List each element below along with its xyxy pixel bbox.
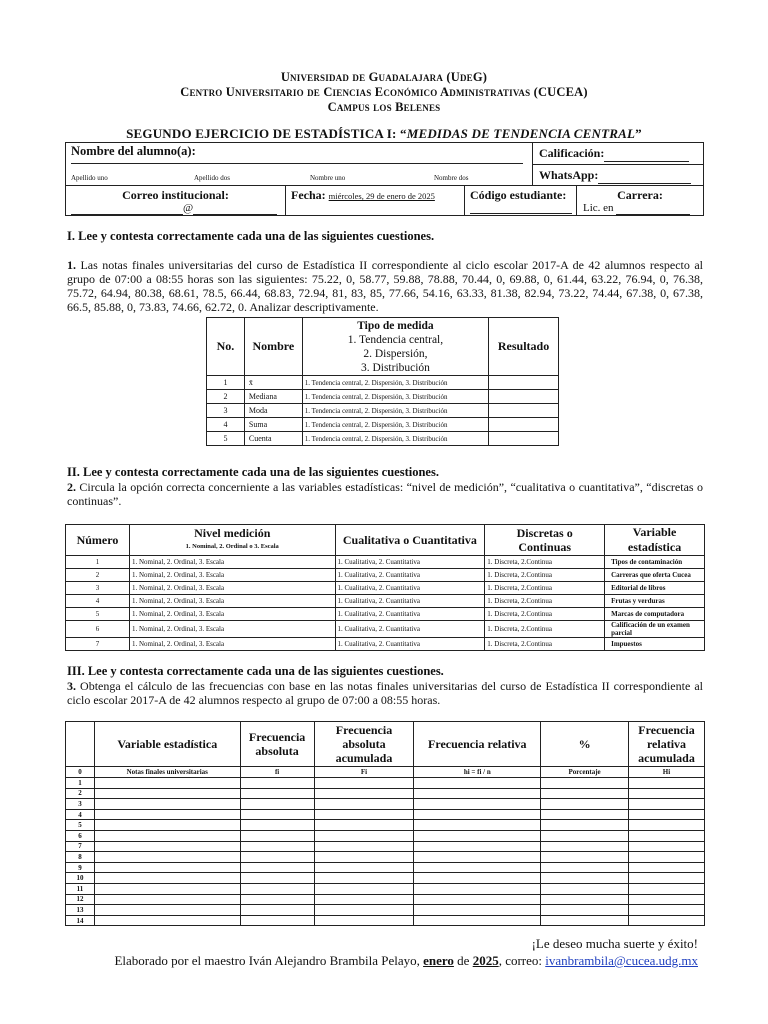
freq-row-number: 11 <box>66 883 95 894</box>
measure-no: 4 <box>207 418 245 432</box>
freq-cell[interactable] <box>629 873 705 884</box>
freq-row-number: 5 <box>66 820 95 831</box>
freq-cell[interactable] <box>541 852 629 863</box>
date-label: Fecha: <box>291 188 326 202</box>
freq-cell[interactable] <box>541 799 629 810</box>
var-header-variable: Variable estadística <box>605 525 705 556</box>
freq-header-index <box>66 722 95 767</box>
freq-sub-fra: Hi <box>629 767 705 778</box>
measure-no: 3 <box>207 404 245 418</box>
table-row <box>66 569 705 582</box>
section3-heading: III. Lee y contesta correctamente cada una de las siguientes cuestiones. <box>67 664 444 678</box>
good-luck-message: ¡Le deseo mucha suerte y éxito! <box>531 936 698 951</box>
email-field[interactable] <box>71 202 280 215</box>
var-nivel-options[interactable]: 1. Nominal, 2. Ordinal, 3. Escala <box>129 608 335 621</box>
freq-cell[interactable] <box>94 915 240 926</box>
student-name-line[interactable] <box>71 163 523 164</box>
table-row <box>66 915 705 926</box>
measure-tipo[interactable]: 1. Tendencia central, 2. Dispersión, 3. Distribución <box>302 418 488 432</box>
measure-resultado[interactable] <box>489 418 559 432</box>
table-row <box>207 390 559 404</box>
var-nivel-options[interactable]: 1. Nominal, 2. Ordinal, 3. Escala <box>129 621 335 638</box>
credit-mail-prefix: , correo: <box>498 953 546 968</box>
freq-cell[interactable] <box>541 883 629 894</box>
var-name: Tipos de contaminación <box>605 556 705 569</box>
freq-header-fa: Frecuencia absoluta <box>240 722 314 767</box>
measure-nombre: x̄ <box>244 376 302 390</box>
var-disc-options[interactable]: 1. Discreta, 2.Continua <box>485 608 605 621</box>
freq-cell[interactable] <box>240 894 314 905</box>
freq-header-fra: Frecuencia relativa acumulada <box>629 722 705 767</box>
var-number: 5 <box>66 608 130 621</box>
table-row <box>66 799 705 810</box>
var-cual-options[interactable]: 1. Cualitativa, 2. Cuantitativa <box>335 621 485 638</box>
measure-no: 2 <box>207 390 245 404</box>
email-label: Correo institucional: <box>122 188 229 202</box>
grade-line[interactable] <box>604 146 689 162</box>
freq-cell[interactable] <box>94 809 240 820</box>
table-row <box>66 830 705 841</box>
freq-cell[interactable] <box>541 915 629 926</box>
freq-cell[interactable] <box>629 788 705 799</box>
freq-cell[interactable] <box>314 778 414 789</box>
freq-cell[interactable] <box>94 830 240 841</box>
var-name: Marcas de computadora <box>605 608 705 621</box>
var-name: Impuestos <box>605 638 705 651</box>
freq-cell[interactable] <box>414 830 541 841</box>
freq-cell[interactable] <box>629 883 705 894</box>
freq-subheader-row <box>66 767 705 778</box>
freq-row-number: 3 <box>66 799 95 810</box>
freq-cell[interactable] <box>629 820 705 831</box>
freq-sub-fr: hi = fi / n <box>414 767 541 778</box>
freq-cell[interactable] <box>240 788 314 799</box>
freq-cell[interactable] <box>314 820 414 831</box>
variables-table <box>65 524 705 651</box>
freq-cell[interactable] <box>240 820 314 831</box>
var-cual-options[interactable]: 1. Cualitativa, 2. Cuantitativa <box>335 569 485 582</box>
measures-header-no: No. <box>207 318 245 376</box>
table-row <box>66 595 705 608</box>
var-cual-options[interactable]: 1. Cualitativa, 2. Cuantitativa <box>335 608 485 621</box>
freq-cell[interactable] <box>240 915 314 926</box>
var-name: Carreras que oferta Cucea <box>605 569 705 582</box>
freq-cell[interactable] <box>314 841 414 852</box>
author-credit <box>60 953 698 969</box>
title-suffix: ” <box>635 126 642 141</box>
table-row <box>66 894 705 905</box>
measure-no: 1 <box>207 376 245 390</box>
var-number: 3 <box>66 582 130 595</box>
freq-cell[interactable] <box>94 799 240 810</box>
var-disc-options[interactable]: 1. Discreta, 2.Continua <box>485 638 605 651</box>
freq-sub-pct: Porcentaje <box>541 767 629 778</box>
measure-resultado[interactable] <box>489 376 559 390</box>
credit-month: enero <box>423 953 454 968</box>
date-value: miércoles, 29 de enero de 2025 <box>328 191 435 201</box>
var-cual-options[interactable]: 1. Cualitativa, 2. Cuantitativa <box>335 595 485 608</box>
table-row <box>66 862 705 873</box>
freq-cell[interactable] <box>94 852 240 863</box>
table-row <box>66 556 705 569</box>
university-name: Universidad de Guadalajara (UdeG) <box>280 70 488 84</box>
career-prefix: Lic. en <box>583 202 614 214</box>
freq-row-number: 2 <box>66 788 95 799</box>
email-at: @ <box>183 202 194 214</box>
var-disc-options[interactable]: 1. Discreta, 2.Continua <box>485 582 605 595</box>
section3-question <box>67 679 703 707</box>
var-cual-options[interactable]: 1. Cualitativa, 2. Cuantitativa <box>335 556 485 569</box>
freq-cell[interactable] <box>240 809 314 820</box>
var-number: 7 <box>66 638 130 651</box>
freq-cell[interactable] <box>240 883 314 894</box>
measure-nombre: Suma <box>244 418 302 432</box>
measure-nombre: Moda <box>244 404 302 418</box>
freq-cell[interactable] <box>94 905 240 916</box>
section2-heading: II. Lee y contesta correctamente cada una de las siguientes cuestiones. <box>67 465 439 479</box>
freq-cell[interactable] <box>414 862 541 873</box>
freq-cell[interactable] <box>414 778 541 789</box>
name-sub-apellido-uno: Apellido uno <box>71 174 108 182</box>
freq-cell[interactable] <box>414 820 541 831</box>
freq-cell[interactable] <box>94 894 240 905</box>
var-disc-options[interactable]: 1. Discreta, 2.Continua <box>485 569 605 582</box>
credit-prefix: Elaborado por el maestro Iván Alejandro Brambila Pelayo, <box>114 953 424 968</box>
career-field[interactable] <box>583 202 690 215</box>
freq-cell[interactable] <box>541 905 629 916</box>
freq-row-number: 4 <box>66 809 95 820</box>
name-sub-apellido-dos: Apellido dos <box>194 174 230 182</box>
freq-cell[interactable] <box>94 820 240 831</box>
freq-sub-index: 0 <box>66 767 95 778</box>
measures-header-resultado: Resultado <box>489 318 559 376</box>
measure-nombre: Mediana <box>244 390 302 404</box>
var-disc-options[interactable]: 1. Discreta, 2.Continua <box>485 595 605 608</box>
var-name: Frutas y verduras <box>605 595 705 608</box>
credit-de: de <box>453 953 473 968</box>
freq-cell[interactable] <box>314 799 414 810</box>
freq-cell[interactable] <box>629 894 705 905</box>
q3-number: 3. <box>67 679 76 693</box>
freq-cell[interactable] <box>414 799 541 810</box>
campus-name: Campus los Belenes <box>327 100 441 114</box>
freq-row-number: 10 <box>66 873 95 884</box>
freq-row-number: 12 <box>66 894 95 905</box>
title-prefix: SEGUNDO EJERCICIO DE ESTADÍSTICA I: “ <box>126 126 407 141</box>
freq-row-number: 8 <box>66 852 95 863</box>
var-nivel-options[interactable]: 1. Nominal, 2. Ordinal, 3. Escala <box>129 582 335 595</box>
var-header-cual: Cualitativa o Cuantitativa <box>335 525 485 556</box>
table-row <box>66 883 705 894</box>
freq-cell[interactable] <box>414 894 541 905</box>
freq-cell[interactable] <box>240 852 314 863</box>
freq-cell[interactable] <box>314 883 414 894</box>
freq-cell[interactable] <box>414 883 541 894</box>
freq-cell[interactable] <box>94 873 240 884</box>
freq-cell[interactable] <box>541 841 629 852</box>
freq-cell[interactable] <box>629 799 705 810</box>
freq-row-number: 6 <box>66 830 95 841</box>
var-nivel-options[interactable]: 1. Nominal, 2. Ordinal, 3. Escala <box>129 569 335 582</box>
measure-no: 5 <box>207 432 245 446</box>
career-label: Carrera: <box>617 188 663 202</box>
q2-number: 2. <box>67 480 76 494</box>
measure-nombre: Cuenta <box>244 432 302 446</box>
freq-header-pct: % <box>541 722 629 767</box>
freq-cell[interactable] <box>314 809 414 820</box>
freq-cell[interactable] <box>240 905 314 916</box>
section1-heading: I. Lee y contesta correctamente cada una de las siguientes cuestiones. <box>67 229 435 243</box>
table-row <box>207 432 559 446</box>
whatsapp-label: WhatsApp: <box>539 168 691 184</box>
freq-cell[interactable] <box>94 883 240 894</box>
freq-cell[interactable] <box>94 788 240 799</box>
table-row <box>66 621 705 638</box>
freq-cell[interactable] <box>314 788 414 799</box>
measures-header-nombre: Nombre <box>244 318 302 376</box>
freq-cell[interactable] <box>240 862 314 873</box>
freq-cell[interactable] <box>240 873 314 884</box>
q1-text: Las notas finales universitarias del curso de Estadística II correspondiente al ciclo escolar 2017-A de 42 alumnos respecto al grupo de 07:00 a 08:55 horas son las siguientes: 75.22, 0, 58.77, 59.88, 78.88, 70.44, 0, 69.88, 0, 61.44, 63.22, 76.94, 0, 76.38, 75.72, 64.94, 80.38, 68.61, 78.5, 66.44, 68.83, 72.94, 81, 83, 85, 77.66, 54.16, 63.33, 81.38, 82.94, 73.22, 74.44, 67.38, 0, 67.38, 66.5, 85.88, 0, 73.83, 74.66, 62.72, 0. Analizar descriptivamente. <box>67 258 703 314</box>
freq-sub-fa: fi <box>240 767 314 778</box>
student-info-box <box>65 142 704 216</box>
freq-cell[interactable] <box>414 873 541 884</box>
var-cual-options[interactable]: 1. Cualitativa, 2. Cuantitativa <box>335 582 485 595</box>
freq-row-number: 7 <box>66 841 95 852</box>
table-row <box>207 404 559 418</box>
freq-row-number: 14 <box>66 915 95 926</box>
freq-cell[interactable] <box>541 788 629 799</box>
measures-header-tipo: Tipo de medida 1. Tendencia central, 2. Dispersión, 3. Distribución <box>302 318 488 376</box>
frequency-table <box>65 721 705 926</box>
table-row <box>66 809 705 820</box>
credit-year: 2025 <box>472 953 499 968</box>
table-row <box>66 905 705 916</box>
freq-cell[interactable] <box>314 915 414 926</box>
freq-cell[interactable] <box>629 905 705 916</box>
freq-cell[interactable] <box>629 852 705 863</box>
freq-cell[interactable] <box>541 809 629 820</box>
freq-header-faa: Frecuencia absoluta acumulada <box>314 722 414 767</box>
freq-row-number: 13 <box>66 905 95 916</box>
var-number: 4 <box>66 595 130 608</box>
var-disc-options[interactable]: 1. Discreta, 2.Continua <box>485 621 605 638</box>
table-row <box>66 841 705 852</box>
freq-header-fr: Frecuencia relativa <box>414 722 541 767</box>
freq-cell[interactable] <box>629 915 705 926</box>
table-row <box>207 376 559 390</box>
freq-cell[interactable] <box>314 873 414 884</box>
var-header-disc: Discretas o Continuas <box>485 525 605 556</box>
var-nivel-options[interactable]: 1. Nominal, 2. Ordinal, 3. Escala <box>129 638 335 651</box>
freq-cell[interactable] <box>314 862 414 873</box>
author-email-link[interactable]: ivanbrambila@cucea.udg.mx <box>545 953 698 968</box>
title-italic: MEDIDAS DE TENDENCIA CENTRAL <box>406 126 636 141</box>
var-cual-options[interactable]: 1. Cualitativa, 2. Cuantitativa <box>335 638 485 651</box>
freq-cell[interactable] <box>94 778 240 789</box>
table-row <box>66 582 705 595</box>
whatsapp-line[interactable] <box>598 168 691 184</box>
grade-label: Calificación: <box>539 146 689 162</box>
freq-cell[interactable] <box>629 862 705 873</box>
var-number: 1 <box>66 556 130 569</box>
freq-row-number: 9 <box>66 862 95 873</box>
center-name: Centro Universitario de Ciencias Económico Administrativas (CUCEA) <box>180 85 588 99</box>
date-field <box>291 188 435 203</box>
freq-cell[interactable] <box>629 841 705 852</box>
section2-question <box>67 480 703 508</box>
section1-question <box>67 258 703 314</box>
table-row <box>66 873 705 884</box>
student-name-label: Nombre del alumno(a): <box>71 144 196 158</box>
freq-cell[interactable] <box>629 778 705 789</box>
freq-cell[interactable] <box>94 862 240 873</box>
q2-text: Circula la opción correcta concerniente a las variables estadísticas: “nivel de medición”, “cualitativa o cuantitativa”, “discretas o continuas”. <box>67 480 703 508</box>
freq-cell[interactable] <box>414 809 541 820</box>
var-nivel-options[interactable]: 1. Nominal, 2. Ordinal, 3. Escala <box>129 595 335 608</box>
q1-number: 1. <box>67 258 76 272</box>
freq-cell[interactable] <box>314 830 414 841</box>
table-row <box>66 788 705 799</box>
freq-cell[interactable] <box>629 830 705 841</box>
exercise-title <box>0 126 768 142</box>
measure-tipo[interactable]: 1. Tendencia central, 2. Dispersión, 3. Distribución <box>302 376 488 390</box>
freq-cell[interactable] <box>414 905 541 916</box>
table-row <box>66 820 705 831</box>
table-row <box>66 608 705 621</box>
var-header-nivel: Nivel medición 1. Nominal, 2. Ordinal o 3. Escala <box>129 525 335 556</box>
var-number: 6 <box>66 621 130 638</box>
freq-cell[interactable] <box>541 830 629 841</box>
freq-cell[interactable] <box>541 873 629 884</box>
freq-cell[interactable] <box>414 915 541 926</box>
measure-tipo[interactable]: 1. Tendencia central, 2. Dispersión, 3. Distribución <box>302 404 488 418</box>
freq-cell[interactable] <box>240 799 314 810</box>
freq-cell[interactable] <box>414 852 541 863</box>
freq-cell[interactable] <box>240 778 314 789</box>
table-row <box>66 852 705 863</box>
table-row <box>66 778 705 789</box>
var-disc-options[interactable]: 1. Discreta, 2.Continua <box>485 556 605 569</box>
freq-cell[interactable] <box>541 862 629 873</box>
measures-table <box>206 317 559 446</box>
var-header-numero: Número <box>66 525 130 556</box>
freq-row-number: 1 <box>66 778 95 789</box>
freq-cell[interactable] <box>94 841 240 852</box>
freq-cell[interactable] <box>240 841 314 852</box>
table-row <box>207 418 559 432</box>
freq-cell[interactable] <box>314 905 414 916</box>
freq-cell[interactable] <box>414 841 541 852</box>
table-row <box>66 638 705 651</box>
name-sub-nombre-dos: Nombre dos <box>434 174 469 182</box>
freq-cell[interactable] <box>541 820 629 831</box>
freq-cell[interactable] <box>314 894 414 905</box>
measure-resultado[interactable] <box>489 390 559 404</box>
var-number: 2 <box>66 569 130 582</box>
freq-cell[interactable] <box>541 894 629 905</box>
measure-resultado[interactable] <box>489 432 559 446</box>
freq-cell[interactable] <box>629 809 705 820</box>
var-name: Calificación de un examen parcial <box>605 621 705 638</box>
freq-cell[interactable] <box>414 788 541 799</box>
freq-sub-variable: Notas finales universitarias <box>94 767 240 778</box>
q3-text: Obtenga el cálculo de las frecuencias con base en las notas finales universitarias del curso de Estadística II correspondiente al ciclo escolar 2017-A de 42 alumnos respecto al grupo de 07:00 a 08:55 horas. <box>67 679 703 707</box>
var-name: Editorial de libros <box>605 582 705 595</box>
student-code-line[interactable] <box>470 203 572 214</box>
freq-header-variable: Variable estadística <box>94 722 240 767</box>
freq-cell[interactable] <box>541 778 629 789</box>
measure-resultado[interactable] <box>489 404 559 418</box>
freq-cell[interactable] <box>314 852 414 863</box>
freq-sub-faa: Fi <box>314 767 414 778</box>
var-nivel-options[interactable]: 1. Nominal, 2. Ordinal, 3. Escala <box>129 556 335 569</box>
name-sub-nombre-uno: Nombre uno <box>310 174 346 182</box>
measure-tipo[interactable]: 1. Tendencia central, 2. Dispersión, 3. Distribución <box>302 390 488 404</box>
student-code-label: Código estudiante: <box>470 188 567 202</box>
measure-tipo[interactable]: 1. Tendencia central, 2. Dispersión, 3. Distribución <box>302 432 488 446</box>
freq-cell[interactable] <box>240 830 314 841</box>
